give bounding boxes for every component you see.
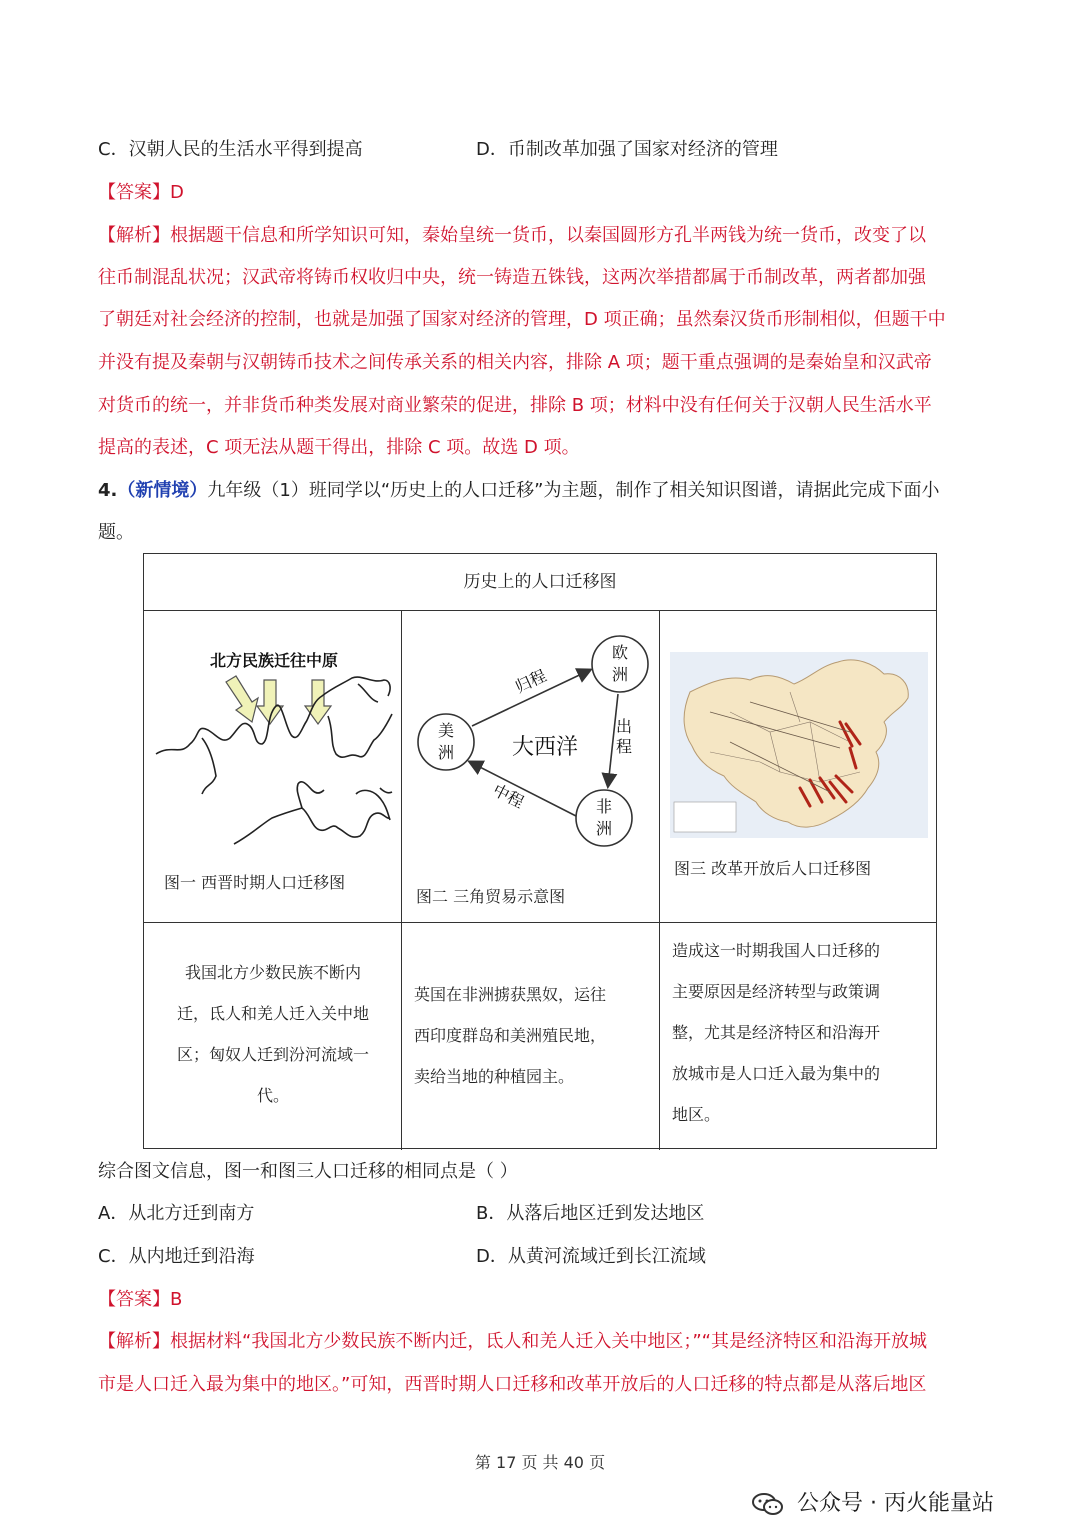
q4-answer [98, 1287, 182, 1313]
fig2-caption: 图二 三角贸易示意图 [416, 887, 566, 906]
q4-stem-line-2: 题。 [98, 522, 134, 543]
node-america-label-2: 洲 [437, 743, 455, 762]
q3-analysis-line-6: 提高的表述，C 项无法从题干得出，排除 C 项。故选 D 项。 [98, 437, 580, 458]
q3-analysis-line-5: 对货币的统一，并非货币种类发展对商业繁荣的促进，排除 B 项；材料中没有任何关于汉朝人民生活水平 [98, 395, 932, 416]
q4-option-d: D．从黄河流域迁到长江流域 [476, 1246, 706, 1267]
fig3-china-map [670, 652, 928, 838]
column-divider [401, 610, 402, 1150]
fig2-text-line: 英国在非洲掳获黑奴，运往 [414, 985, 607, 1004]
fig3-text-line: 地区。 [672, 1105, 721, 1124]
wechat-watermark [752, 1486, 994, 1517]
node-america-label-1: 美 [437, 721, 455, 740]
fig2-text-line: 西印度群岛和美洲殖民地， [414, 1026, 607, 1045]
fig3-text [672, 930, 928, 1135]
q4-stem-line-1 [98, 478, 939, 504]
q4-option-b: B．从落后地区迁到发达地区 [476, 1203, 705, 1224]
fig3-text-line: 造成这一时期我国人口迁移的 [672, 941, 881, 960]
fig1-text-line: 我国北方少数民族不断内 [184, 963, 361, 982]
q3-analysis-line-3: 了朝廷对社会经济的控制，也就是加强了国家对经济的管理，D 项正确；虽然秦汉货币形制相似，但题干中 [98, 309, 946, 330]
leg-middle-label: 中程 [489, 780, 528, 812]
analysis-label: 【解析】 [98, 1331, 170, 1352]
arrow-middle [470, 762, 576, 816]
migration-arrow-icon [226, 676, 331, 724]
fig1-text-line: 区；匈奴人迁到汾河流域一 [176, 1045, 369, 1064]
column-divider [659, 610, 660, 1150]
q4-analysis-line-2: 市是人口迁入最为集中的地区。”可知，西晋时期人口迁移和改革开放后的人口迁移的特点都是从落后地区 [98, 1374, 927, 1395]
answer-label: 【答案】 [98, 182, 170, 203]
q3-analysis-line-1 [98, 223, 926, 249]
question-stem: 九年级（1）班同学以“历史上的人口迁移”为主题，制作了相关知识图谱，请据此完成下面小 [207, 480, 940, 501]
wechat-icon [752, 1492, 784, 1516]
fig1-map [152, 644, 397, 864]
fig3-text-line: 整，尤其是经济特区和沿海开 [672, 1023, 881, 1042]
q3-option-d: D．币制改革加强了国家对经济的管理 [476, 139, 778, 160]
answer-value: D [170, 182, 184, 203]
answer-label: 【答案】 [98, 1289, 170, 1310]
q3-analysis-line-4: 并没有提及秦朝与汉朝铸币技术之间传承关系的相关内容，排除 A 项；题干重点强调的是秦始皇和汉武帝 [98, 352, 932, 373]
q4-question: 综合图文信息，图一和图三人口迁移的相同点是（ ） [98, 1161, 518, 1182]
watermark-text: 公众号 · 丙火能量站 [797, 1491, 994, 1516]
fig2-triangle-trade-diagram [406, 620, 656, 880]
fig3-caption: 图三 改革开放后人口迁移图 [674, 859, 872, 878]
analysis-text: 根据材料“我国北方少数民族不断内迁，氐人和羌人迁入关中地区；”“其是经济特区和沿海开放城 [170, 1331, 927, 1352]
table-title: 历史上的人口迁移图 [144, 554, 936, 611]
page-footer: 第 17 页 共 40 页 [474, 1453, 606, 1472]
node-africa-label-1: 非 [595, 797, 613, 816]
migration-figure-table [143, 553, 937, 1149]
fig1-text-line: 代。 [256, 1086, 289, 1105]
fig3-text-line: 主要原因是经济转型与政策调 [672, 982, 881, 1001]
question-tag: （新情境） [117, 480, 208, 501]
node-europe-label-1: 欧 [611, 643, 629, 662]
q4-option-a: A．从北方迁到南方 [98, 1203, 255, 1224]
question-number: 4. [98, 480, 118, 501]
analysis-label: 【解析】 [98, 225, 170, 246]
fig3-text-line: 放城市是人口迁入最为集中的 [672, 1064, 881, 1083]
fig1-caption: 图一 西晋时期人口迁移图 [164, 873, 346, 892]
leg-out-label-2: 程 [616, 737, 633, 756]
fig1-text-line: 迁，氐人和羌人迁入关中地 [176, 1004, 369, 1023]
fig1-map-label: 北方民族迁往中原 [210, 653, 339, 670]
ocean-label: 大西洋 [512, 734, 579, 759]
q4-option-c: C．从内地迁到沿海 [98, 1246, 255, 1267]
map-legend [674, 802, 736, 832]
answer-value: B [170, 1289, 183, 1310]
fig2-text-line: 卖给当地的种植园主。 [414, 1067, 575, 1086]
q3-answer [98, 180, 184, 206]
analysis-text: 根据题干信息和所学知识可知，秦始皇统一货币，以秦国圆形方孔半两钱为统一货币，改变了以 [170, 225, 926, 246]
fig1-text [158, 952, 388, 1116]
leg-return-label: 归程 [512, 665, 550, 697]
node-africa-label-2: 洲 [595, 819, 613, 838]
q4-analysis-line-1 [98, 1329, 927, 1355]
row-divider [144, 922, 936, 923]
node-europe-label-2: 洲 [611, 665, 629, 684]
leg-out-label-1: 出 [616, 717, 633, 736]
q3-analysis-line-2: 往币制混乱状况；汉武帝将铸币权收归中央，统一铸造五铢钱，这两次举措都属于币制改革，两者都加强 [98, 267, 926, 288]
q3-option-c: C．汉朝人民的生活水平得到提高 [98, 139, 363, 160]
fig2-text [414, 974, 650, 1097]
